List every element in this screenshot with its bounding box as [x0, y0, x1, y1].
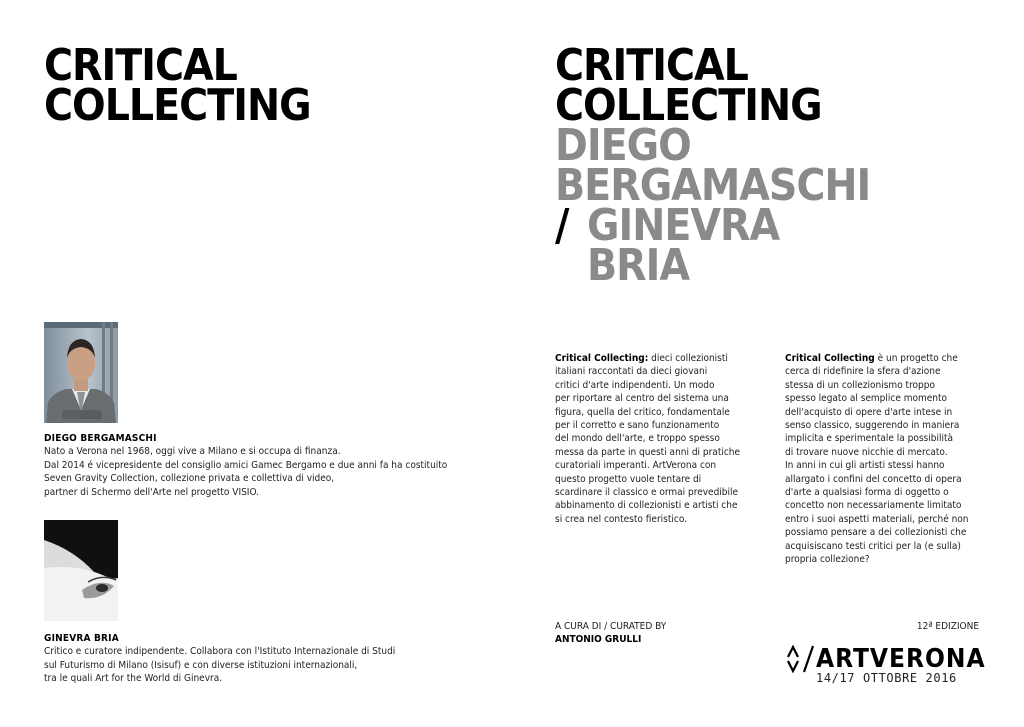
column2-line: senso classico, suggerendo in maniera: [785, 420, 960, 432]
artverona-logo-icon: [786, 645, 816, 673]
column1-line: messa da parte in questi anni di pratiche: [555, 446, 741, 458]
left-title-line1: CRITICAL: [44, 40, 237, 91]
column1-line: abbinamento di collezionisti e artisti che: [555, 500, 738, 512]
curated-by-label: A CURA DI / CURATED BY: [555, 621, 667, 632]
person2-name: GINEVRA BRIA: [44, 633, 119, 644]
artverona-logo-text: ARTVERONA: [816, 644, 986, 674]
right-title-name2-last: BRIA: [587, 240, 690, 291]
column2-line: dell'acquisto di opere d'arte intese in: [785, 406, 953, 418]
column2-line: acquisiscano testi critici per la (e sulla): [785, 540, 961, 552]
column2-line: spesso legato al semplice momento: [785, 393, 948, 405]
column1-line: critici d'arte indipendenti. Un modo: [555, 379, 715, 391]
column1-line: per il corretto e sano funzionamento: [555, 420, 720, 432]
column2-first: è un progetto che: [874, 353, 958, 364]
right-title-name1-last: BERGAMASCHI: [555, 160, 871, 211]
column1-first-line: [555, 352, 760, 365]
person1-bio-line: Nato a Verona nel 1968, oggi vive a Milano e si occupa di finanza.: [44, 446, 341, 457]
column1-line: figura, quella del critico, fondamentale: [555, 406, 730, 418]
right-title: [555, 40, 871, 291]
photo-diego-bergamaschi: [44, 322, 118, 423]
column1-first: dieci collezionisti: [648, 353, 728, 364]
right-title-name2-first: GINEVRA: [587, 200, 780, 251]
right-title-line2: COLLECTING: [555, 80, 822, 131]
column2-first-line: [785, 352, 990, 365]
right-title-name1-first: DIEGO: [555, 120, 691, 171]
column2-line: cerca di ridefinire la sfera d'azione: [785, 366, 941, 378]
person1-bio: [44, 445, 447, 499]
edition-label: 12ª EDIZIONE: [916, 621, 979, 632]
person2-bio: [44, 645, 395, 686]
photo-ginevra-bria: [44, 520, 118, 621]
column2-line: d'arte a qualsiasi forma di oggetto o: [785, 487, 949, 499]
column1-line: questo progetto vuole tentare di: [555, 473, 702, 485]
column2-line: possiamo pensare a dei collezionisti che: [785, 527, 967, 539]
person2-bio-line: sul Futurismo di Milano (Isisuf) e con diverse istituzioni internazionali,: [44, 659, 358, 671]
event-dates: 14/17 OTTOBRE 2016: [816, 671, 957, 685]
curator-name: ANTONIO GRULLI: [555, 634, 642, 645]
person2-bio-line: tra le quali Art for the World di Ginevra.: [44, 673, 223, 684]
artverona-logo: [786, 644, 986, 686]
column1-line: del mondo dell'arte, e troppo spesso: [555, 433, 720, 445]
left-title-line2: COLLECTING: [44, 80, 311, 131]
person1-bio-line: Dal 2014 é vicepresidente del consiglio amici Gamec Bergamo e due anni fa ha costituito: [44, 459, 448, 471]
person2-bio-line: Critico e curatore indipendente. Collabora con l'Istituto Internazionale di Studi: [44, 646, 396, 657]
column2-line: implicita e sperimentale la possibilità: [785, 433, 953, 445]
person1-bio-line: Seven Gravity Collection, collezione privata e collettiva di video,: [44, 473, 335, 484]
right-title-line1: CRITICAL: [555, 40, 748, 91]
column2-line: propria collezione?: [785, 554, 870, 566]
column1-line: curatoriali imperanti. ArtVerona con: [555, 460, 717, 472]
column1-line: si crea nel contesto fieristico.: [555, 513, 688, 525]
column1-line: italiani raccontati da dieci giovani: [555, 366, 708, 378]
title-slash: /: [555, 200, 569, 251]
person1-bio-line: partner di Schermo dell'Arte nel progetto VISIO.: [44, 486, 259, 498]
text-column-2: [785, 352, 990, 567]
column2-line: entro i suoi aspetti materiali, perché non: [785, 513, 969, 525]
column1-line: per riportare al centro del sistema una: [555, 393, 729, 405]
column2-line: di trovare nuove nicchie di mercato.: [785, 446, 948, 458]
column2-line: In anni in cui gli artisti stessi hanno: [785, 460, 945, 472]
column1-line: scardinare il classico e ormai prevedibile: [555, 487, 739, 499]
column2-line: concetto non necessariamente limitato: [785, 500, 962, 512]
column1-lead: Critical Collecting:: [555, 353, 649, 364]
column2-line: allargato i confini del concetto di opera: [785, 473, 962, 485]
column2-lead: Critical Collecting: [785, 353, 875, 364]
person1-name: DIEGO BERGAMASCHI: [44, 433, 157, 444]
column2-line: stessa di un collezionismo troppo: [785, 379, 935, 391]
left-title: [44, 40, 311, 131]
text-column-1: [555, 352, 760, 526]
